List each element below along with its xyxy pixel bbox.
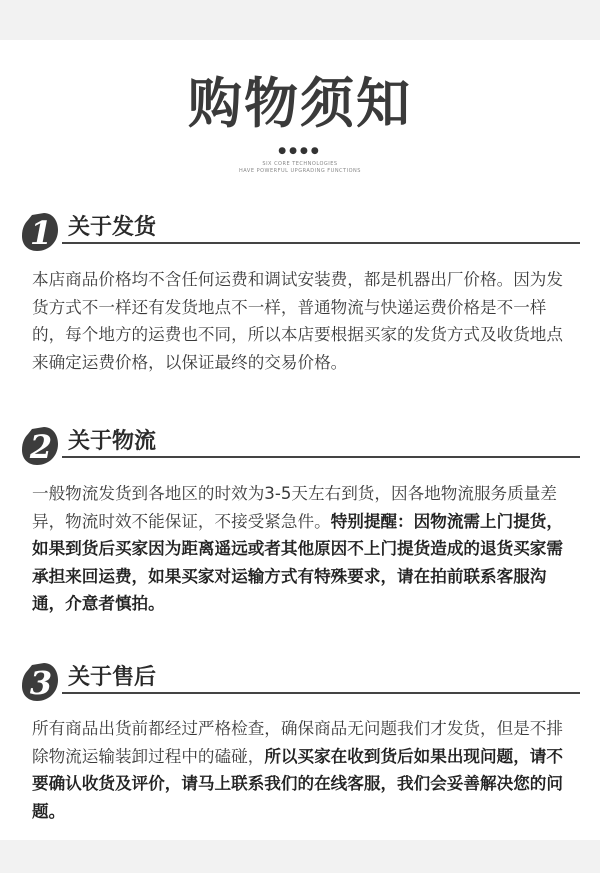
section-2-text (32, 480, 572, 618)
svg-text:1: 1 (29, 214, 53, 252)
number-2-icon (18, 424, 62, 468)
subtitle-line-1: SIX CORE TECHNOLOGIES (262, 161, 338, 167)
section-2-header (18, 424, 580, 468)
section-1-text: 本店商品价格均不含任何运费和调试安装费，都是机器出厂价格。因为发货方式不一样还有发货地点不一样，普通物流与快递运费价格是不一样的，每个地方的运费也不同，所以本店要根据买家的发货方式及收货地点来确定运费价格，以保证最终的交易价格。 (32, 270, 563, 372)
section-3-header (18, 660, 580, 704)
section-3-text (32, 715, 572, 825)
notice-card (0, 40, 600, 840)
section-3-divider (62, 692, 580, 694)
number-3-icon (18, 660, 62, 704)
section-3-text-strong: 所以买家在收到货后如果出现问题，请不要确认收货及评价，请马上联系我们的在线客服，我们会妥善解决您的问题。 (32, 746, 563, 821)
section-2-divider (62, 456, 580, 458)
number-1-icon (18, 210, 62, 254)
section-2-text-normal: 一般物流发货到各地区的时效为3-5天左右到货，因各地物流服务质量差异，物流时效不能保证，不接受紧急件。 (32, 484, 557, 531)
section-1-header (18, 210, 580, 254)
section-1-title: 关于发货 (68, 215, 157, 240)
section-3-text-normal: 所有商品出货前都经过严格检查，确保商品无问题我们才发货，但是不排除物流运输装卸过程中的磕碰， (32, 719, 563, 766)
section-2-title: 关于物流 (68, 429, 157, 454)
section-2-text-strong: 特别提醒：因物流需上门提货，如果到货后买家因为距离遥远或者其他原因不上门提货造成的退货买家需承担来回运费，如果买家对运输方式有特殊要求，请在拍前联系客服沟通，介意者慎拍。 (32, 511, 563, 614)
page-title: 购物须知 (188, 72, 412, 135)
section-1-divider (62, 242, 580, 244)
svg-text:2: 2 (29, 428, 53, 466)
svg-text:3: 3 (29, 664, 53, 702)
section-3-title: 关于售后 (68, 665, 157, 690)
subtitle-line-2: HAVE POWERFUL UPGRADING FUNCTIONS (239, 168, 361, 174)
decorative-dots: ●●●● (278, 146, 322, 156)
